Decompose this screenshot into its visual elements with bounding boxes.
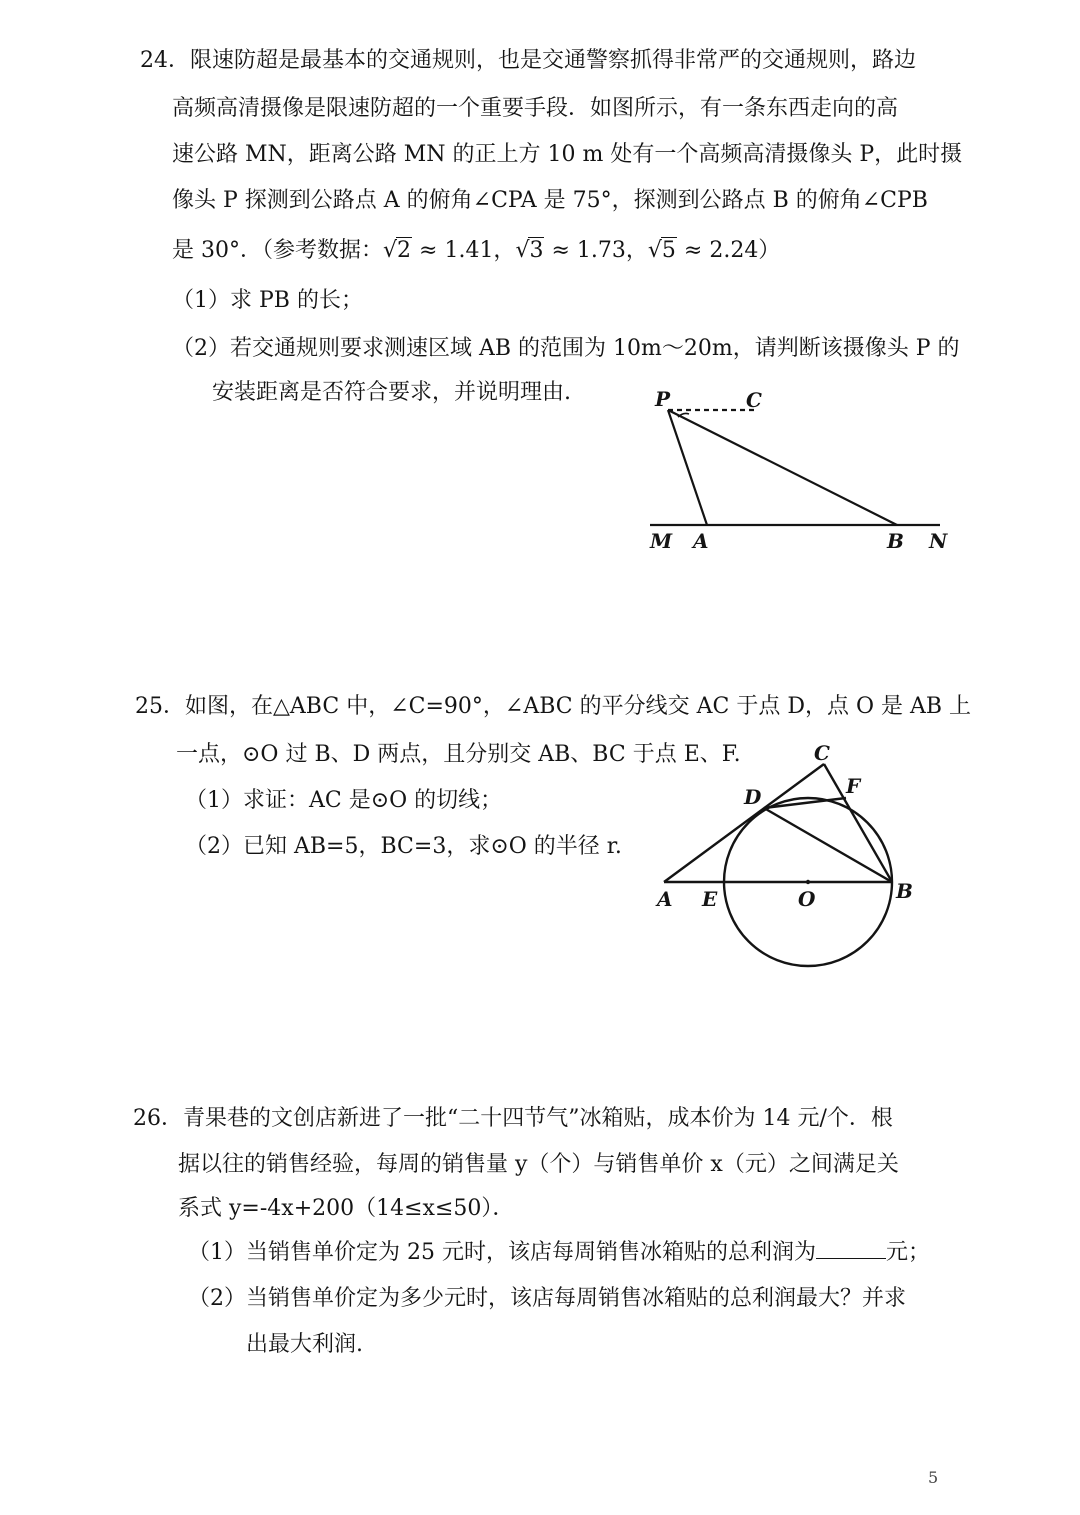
label-p: P (655, 387, 671, 411)
q24-line-3: 速公路 MN，距离公路 MN 的正上方 10 m 处有一个高频高清摄像头 P，此时摄 (172, 142, 963, 167)
label-b: B (887, 529, 904, 553)
sqrt-2-value: ≈ 1.41， (412, 238, 516, 263)
answer-blank (816, 1238, 886, 1259)
label-d: D (744, 785, 762, 809)
q26-part-1-suffix: 元； (885, 1240, 930, 1265)
label-a: A (693, 529, 709, 553)
q26-line-3: 系式 y=-4x+200（14≤x≤50）． (178, 1196, 515, 1221)
line-db (764, 808, 892, 882)
q26-part-1 (188, 1238, 930, 1268)
label-n: N (929, 529, 948, 553)
q25-part-1: （1）求证：AC 是⊙O 的切线； (185, 788, 503, 813)
sqrt-2: √2 (383, 238, 412, 263)
q26-part-2-line-1: （2）当销售单价定为多少元时，该店每周销售冰箱贴的总利润最大？并求 (188, 1286, 906, 1311)
q24-part-1: （1）求 PB 的长； (172, 288, 363, 313)
q24-line-5-prefix: 是 30°．（参考数据： (172, 238, 383, 263)
q26-line-1: 26．青果巷的文创店新进了一批“二十四节气”冰箱贴，成本价为 14 元/个．根 (133, 1106, 893, 1131)
q26-part-1-prefix: （1）当销售单价定为 25 元时，该店每周销售冰箱贴的总利润为 (188, 1240, 816, 1265)
q24-line-1: 24．限速防超是最基本的交通规则，也是交通警察抓得非常严的交通规则，路边 (140, 48, 916, 73)
page-number: 5 (928, 1468, 939, 1487)
label-a: A (657, 887, 673, 911)
label-c: C (814, 741, 830, 765)
q24-part-2-line-2: 安装距离是否符合要求，并说明理由. (212, 380, 571, 405)
center-o (806, 880, 810, 884)
label-c: C (746, 388, 762, 412)
label-f: F (846, 774, 861, 798)
line-ac (664, 764, 824, 882)
sqrt-3-value: ≈ 1.73， (544, 238, 648, 263)
q25-part-2: （2）已知 AB=5，BC=3，求⊙O 的半径 r. (185, 834, 622, 859)
label-e: E (702, 887, 718, 911)
label-m: M (650, 529, 673, 553)
q24-line-2: 高频高清摄像是限速防超的一个重要手段．如图所示，有一条东西走向的高 (172, 96, 899, 121)
q24-part-2-line-1: （2）若交通规则要求测速区域 AB 的范围为 10m～20m，请判断该摄像头 P 的 (172, 336, 960, 361)
sqrt-5: √5 (647, 238, 676, 263)
q26-line-2: 据以往的销售经验，每周的销售量 y（个）与销售单价 x（元）之间满足关 (178, 1152, 899, 1177)
sqrt-3: √3 (515, 238, 544, 263)
q25-line-1: 25．如图，在△ABC 中，∠C=90°，∠ABC 的平分线交 AC 于点 D，点 O 是 AB 上 (135, 694, 972, 719)
q26-part-2-line-2: 出最大利润. (246, 1332, 363, 1357)
q25-line-2: 一点，⊙O 过 B、D 两点，且分别交 AB、BC 于点 E、F. (176, 742, 741, 767)
label-b: B (896, 879, 913, 903)
sqrt-5-value: ≈ 2.24） (676, 238, 781, 263)
q24-line-4: 像头 P 探测到公路点 A 的俯角∠CPA 是 75°，探测到公路点 B 的俯角∠CPB (172, 188, 928, 213)
label-o: O (798, 887, 816, 911)
